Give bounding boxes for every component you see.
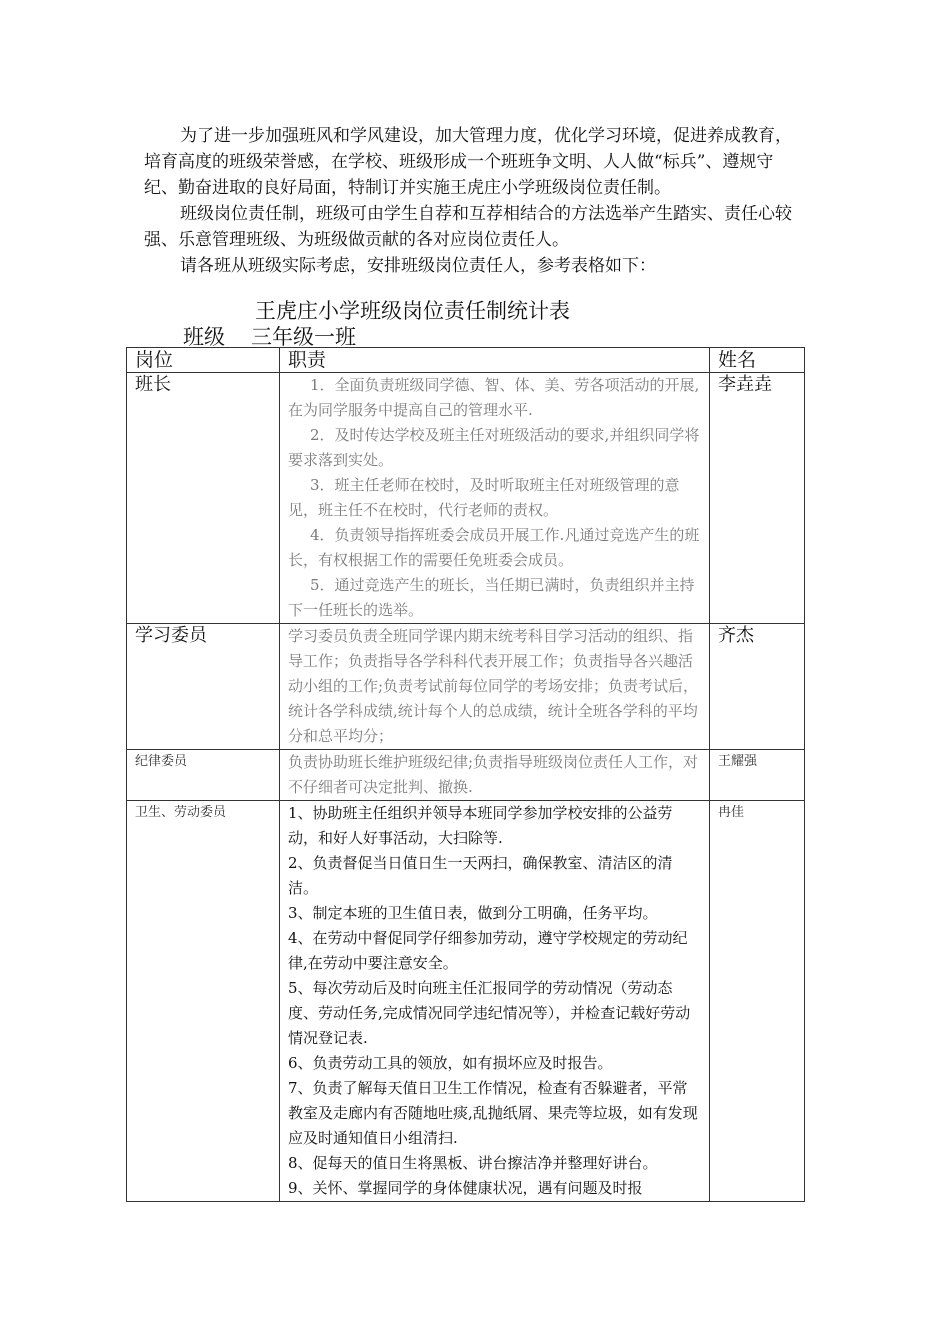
duty-item: 4．负责领导指挥班委会成员开展工作.凡通过竞选产生的班长，有权根据工作的需要任免班委会成员。 xyxy=(288,526,700,569)
duty-cell xyxy=(280,624,710,750)
post-cell: 班长 xyxy=(127,373,280,624)
table-row xyxy=(127,801,805,1202)
table-title: 王虎庄小学班级岗位责任制统计表 xyxy=(255,299,570,323)
class-label: 班级 xyxy=(183,325,225,349)
duty-item: 9、关怀、掌握同学的身体健康状况，遇有问题及时报 xyxy=(288,1179,643,1197)
table-row xyxy=(127,373,805,624)
duty-item: 负责协助班长维护班级纪律;负责指导班级岗位责任人工作，对不仔细者可决定批判、撤换. xyxy=(288,753,699,796)
post-cell: 学习委员 xyxy=(127,624,280,750)
duty-item: 2、负责督促当日值日生一天两扫，确保教室、清洁区的清洁。 xyxy=(288,854,673,897)
header-post: 岗位 xyxy=(127,348,280,373)
name-cell: 王耀强 xyxy=(710,750,805,801)
table-row xyxy=(127,624,805,750)
duty-cell xyxy=(280,750,710,801)
duty-item: 6、负责劳动工具的领放，如有损坏应及时报告。 xyxy=(288,1054,613,1072)
duty-table xyxy=(126,347,805,1202)
name-cell: 齐杰 xyxy=(710,624,805,750)
post-cell: 纪律委员 xyxy=(127,750,280,801)
table-header-row xyxy=(127,348,805,373)
duty-item: 学习委员负责全班同学课内期末统考科目学习活动的组织、指导工作；负责指导各学科科代表开展工作；负责指导各兴趣活动小组的工作;负责考试前每位同学的考场安排；负责考试后，统计各学科成绩,统计每个人的总成绩，统计全班各学科的平均分和总平均分； xyxy=(288,627,699,745)
duty-item: 4、在劳动中督促同学仔细参加劳动，遵守学校规定的劳动纪律,在劳动中要注意安全。 xyxy=(288,929,688,972)
duty-item: 3、制定本班的卫生值日表，做到分工明确，任务平均。 xyxy=(288,904,658,922)
duty-item: 7、负责了解每天值日卫生工作情况，检查有否躲避者，平常教室及走廊内有否随地吐痰,乱抛纸屑、果壳等垃圾，如有发现应及时通知值日小组清扫. xyxy=(288,1079,698,1147)
duty-item: 3．班主任老师在校时，及时听取班主任对班级管理的意见，班主任不在校时，代行老师的责权。 xyxy=(288,476,680,519)
intro-paragraph-2: 班级岗位责任制，班级可由学生自荐和互荐相结合的方法选举产生踏实、责任心较强、乐意管理班级、为班级做贡献的各对应岗位责任人。 xyxy=(144,204,792,250)
duty-item: 8、促每天的值日生将黑板、讲台擦洁净并整理好讲台。 xyxy=(288,1154,658,1172)
name-cell: 冉佳 xyxy=(710,801,805,1202)
duty-item: 1、协助班主任组织并领导本班同学参加学校安排的公益劳动，和好人好事活动，大扫除等. xyxy=(288,804,673,847)
header-duty: 职责 xyxy=(280,348,710,373)
duty-cell xyxy=(280,373,710,624)
intro-paragraph-3: 请各班从班级实际考虑，安排班级岗位责任人，参考表格如下： xyxy=(180,256,656,276)
duty-item: 1．全面负责班级同学德、智、体、美、劳各项活动的开展,在为同学服务中提高自己的管理水平. xyxy=(288,376,700,419)
post-cell: 卫生、劳动委员 xyxy=(127,801,280,1202)
header-name: 姓名 xyxy=(710,348,805,373)
duty-item: 5．通过竞选产生的班长，当任期已满时，负责组织并主持下一任班长的选举。 xyxy=(288,576,695,619)
duty-item: 5、每次劳动后及时向班主任汇报同学的劳动情况（劳动态度、劳动任务,完成情况同学违纪情况等），并检查记载好劳动情况登记表. xyxy=(288,979,691,1047)
duty-cell xyxy=(280,801,710,1202)
table-row xyxy=(127,750,805,801)
class-value: 三年级一班 xyxy=(251,325,356,349)
duty-item: 2．及时传达学校及班主任对班级活动的要求,并组织同学将要求落到实处。 xyxy=(288,426,700,469)
intro-text xyxy=(144,123,804,279)
name-cell: 李垚垚 xyxy=(710,373,805,624)
intro-paragraph-1: 为了进一步加强班风和学风建设，加大管理力度，优化学习环境，促进养成教育，培育高度的班级荣誉感，在学校、班级形成一个班班争文明、人人做“标兵”、遵规守纪、勤奋进取的良好局面，特制订并实施王虎庄小学班级岗位责任制。 xyxy=(144,126,792,198)
